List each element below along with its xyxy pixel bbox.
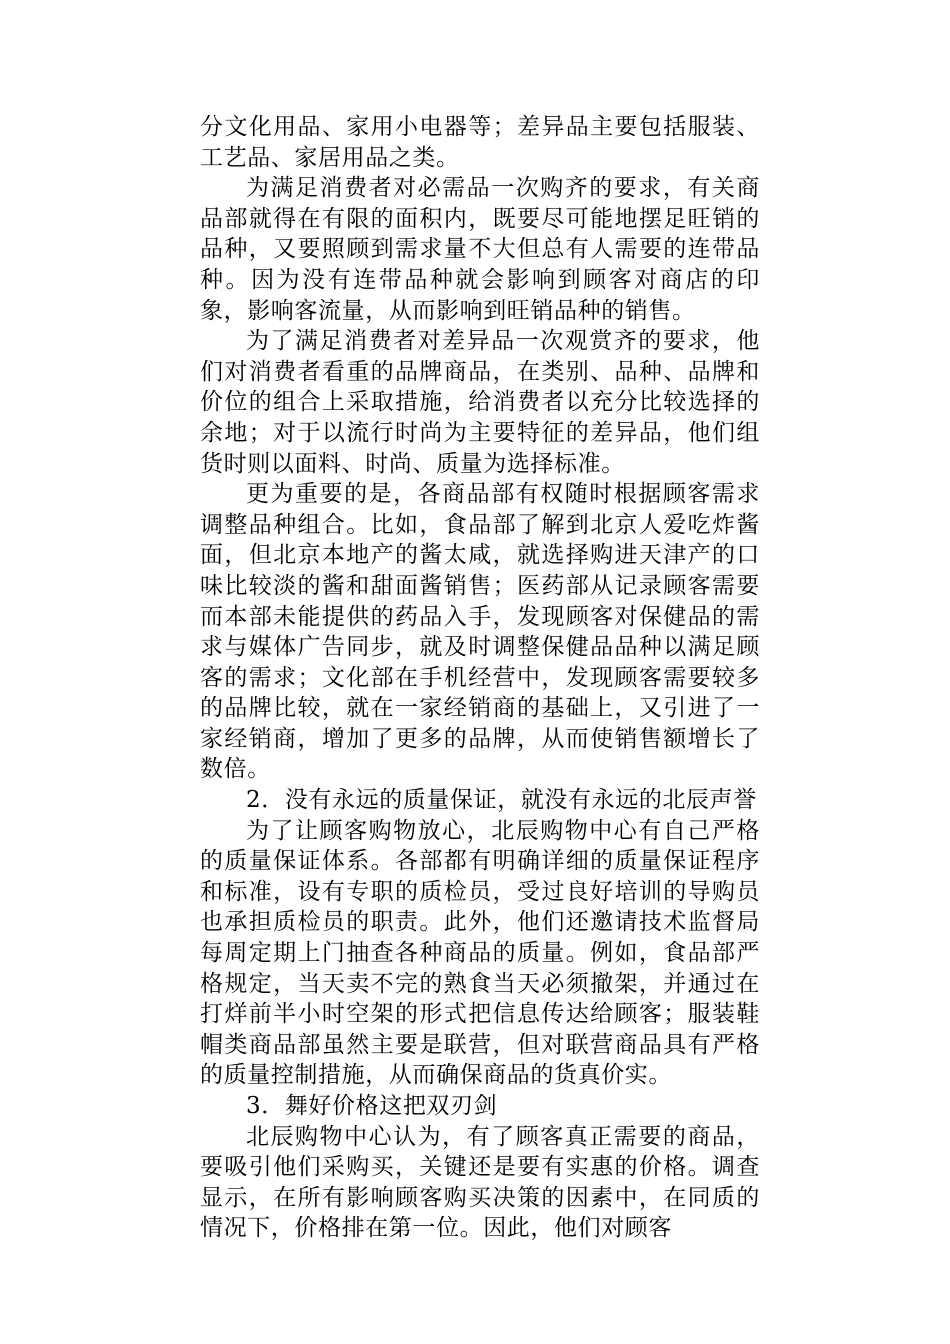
section-heading-quality: 2．没有永远的质量保证，就没有永远的北辰声誉 bbox=[246, 787, 757, 814]
section-heading-pricing: 3．舞好价格这把双刃剑 bbox=[246, 1093, 498, 1119]
paragraph-assortment-adjustment: 更为重要的是，各商品部有权随时根据顾客需求调整品种组合。比如，食品部了解到北京人爱吃炸酱面，但北京本地产的酱太咸，就选择购进天津产的口味比较淡的酱和甜面酱销售；医药部从记录顾客需要而本部未能提供的药品入手，发现顾客对保健品的需求与媒体广告同步，就及时调整保健品品种以满足顾客的需求；文化部在手机经营中，发现顾客需要较多的品牌比较，就在一家经销商的基础上，又引进了一家经销商，增加了更多的品牌，从而使销售额增长了数倍。 bbox=[200, 481, 760, 783]
paragraph-differentiated-goods: 为了满足消费者对差异品一次观赏齐的要求，他们对消费者看重的品牌商品，在类别、品种、品牌和价位的组合上采取措施，给消费者以充分比较选择的余地；对于以流行时尚为主要特征的差异品，他们组货时则以面料、时尚、质量为选择标准。 bbox=[200, 328, 760, 477]
paragraph-pricing: 北辰购物中心认为，有了顾客真正需要的商品，要吸引他们采购买，关键还是要有实惠的价格。调查显示，在所有影响顾客购买决策的因素中，在同质的情况下，价格排在第一位。因此，他们对顾客 bbox=[200, 1123, 760, 1242]
paragraph-quality-system: 为了让顾客购物放心，北辰购物中心有自己严格的质量保证体系。各部都有明确详细的质量保证程序和标准，设有专职的质检员，受过良好培训的导购员也承担质检员的职责。此外，他们还邀请技术监督局每周定期上门抽查各种商品的质量。例如，食品部严格规定，当天卖不完的熟食当天必须撤架，并通过在打烊前半小时空架的形式把信息传达给顾客；服装鞋帽类商品部虽然主要是联营，但对联营商品具有严格的质量控制措施，从而确保商品的货真价实。 bbox=[200, 817, 760, 1089]
paragraph-continuation: 分文化用品、家用小电器等；差异品主要包括服装、工艺品、家居用品之类。 bbox=[200, 114, 760, 171]
paragraph-necessities: 为满足消费者对必需品一次购齐的要求，有关商品部就得在有限的面积内，既要尽可能地摆足旺销的品种，又要照顾到需求量不大但总有人需要的连带品种。因为没有连带品种就会影响到顾客对商店的印象，影响客流量，从而影响到旺销品种的销售。 bbox=[200, 175, 760, 324]
document-page bbox=[200, 112, 760, 1244]
